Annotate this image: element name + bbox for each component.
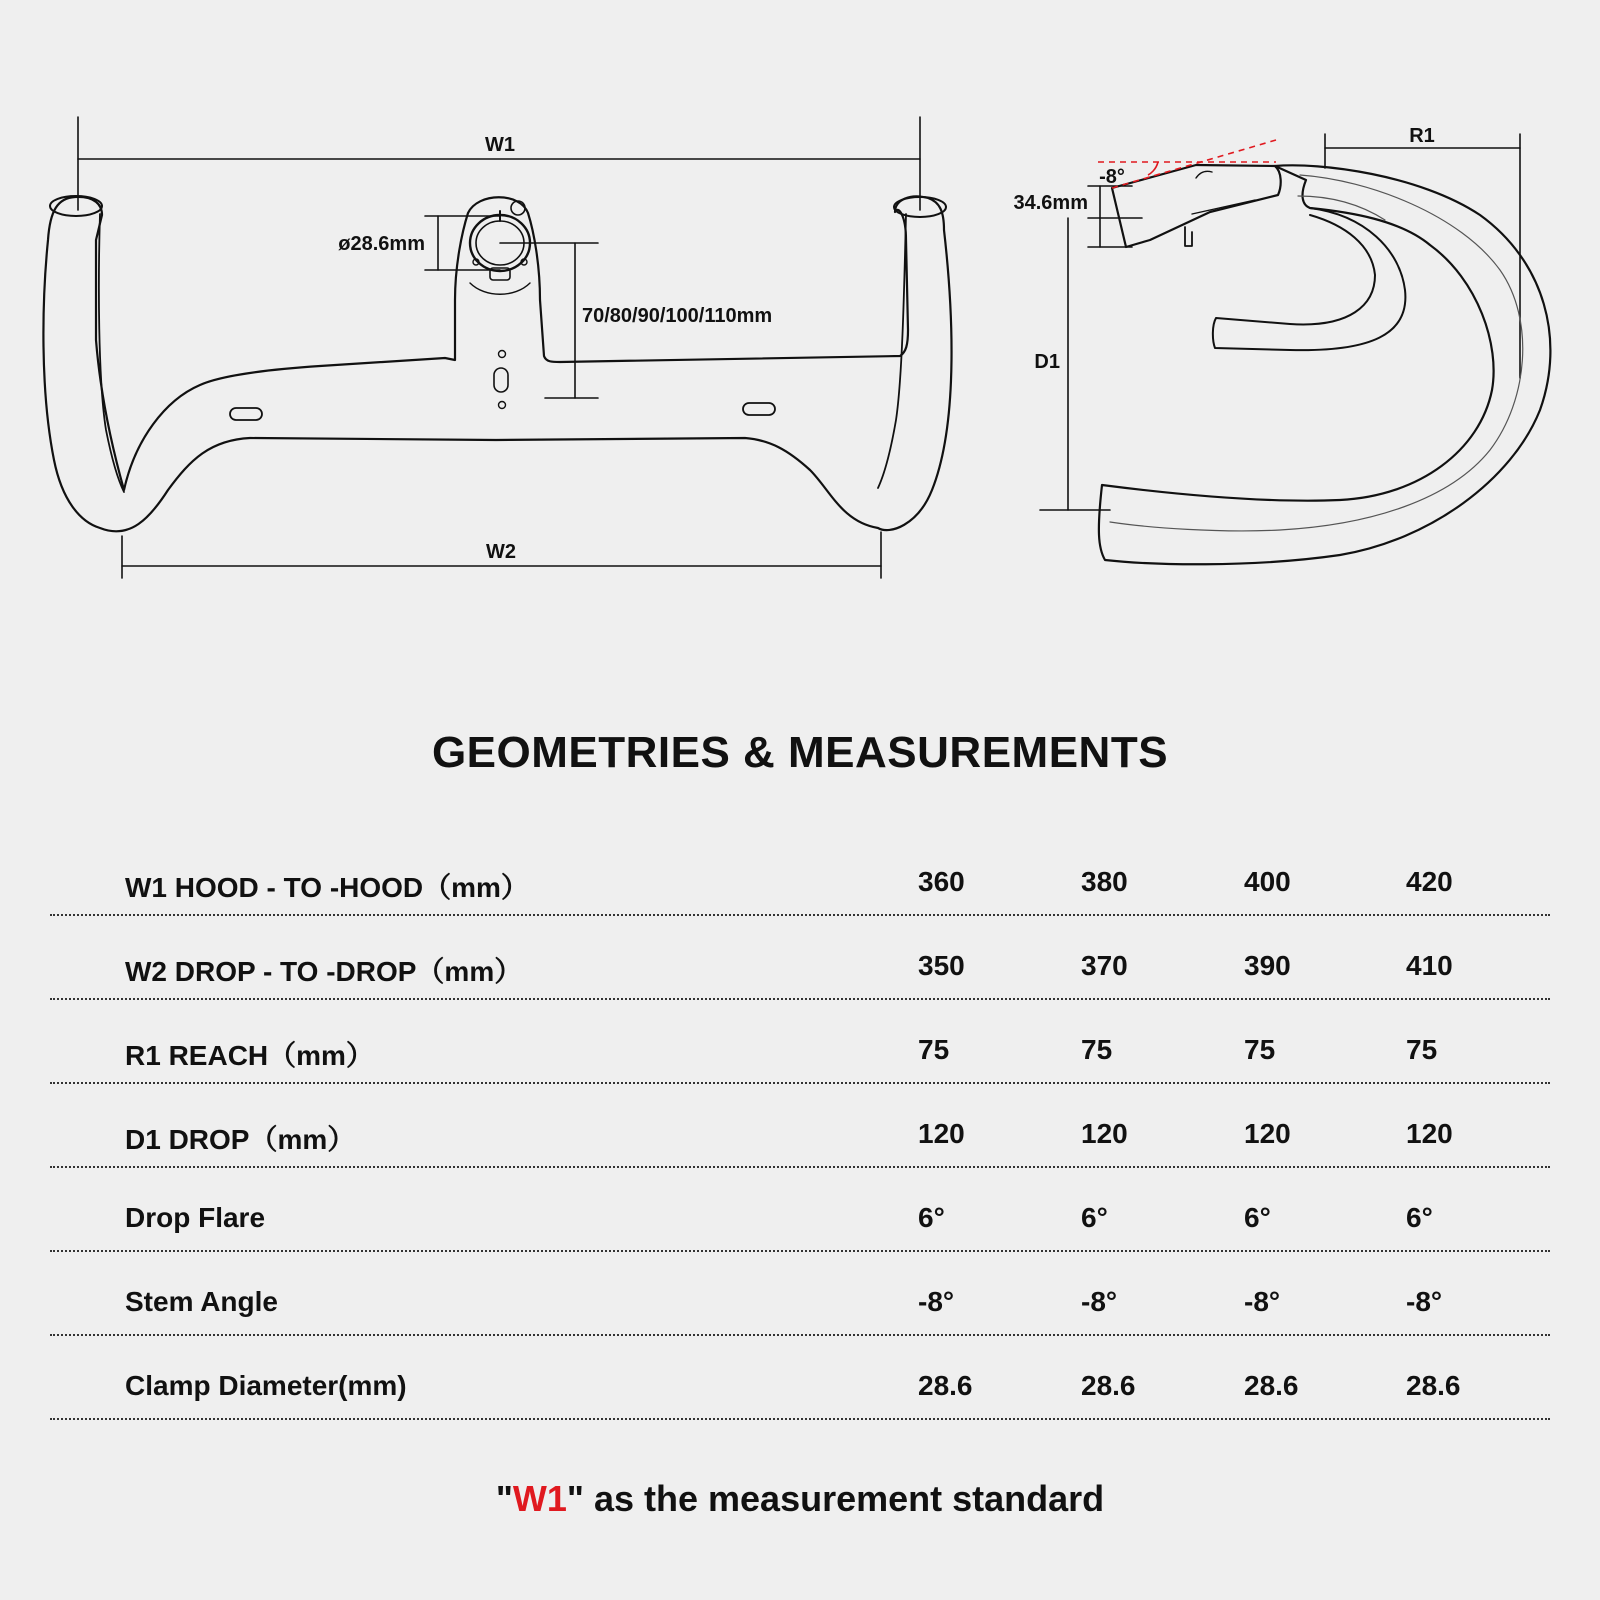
- table-row: [50, 916, 1550, 1000]
- value-cell: 420: [1406, 866, 1453, 897]
- value-cell: -8°: [1081, 1286, 1118, 1317]
- value-cell: 75: [1406, 1034, 1438, 1065]
- r1-dimension-label: R1: [1409, 125, 1435, 147]
- table-row: [50, 1336, 1550, 1420]
- value-cell: 6°: [1081, 1202, 1108, 1233]
- quote-close: ": [566, 1478, 584, 1519]
- value-cell: 120: [1244, 1118, 1291, 1149]
- row-label: R1 REACH（mm）: [125, 1040, 374, 1071]
- stem-length-label: 70/80/90/100/110mm: [582, 305, 773, 327]
- spec-table: [50, 832, 1550, 1420]
- table-row: [50, 1252, 1550, 1336]
- front-view: [43, 117, 951, 578]
- value-cell: 410: [1406, 950, 1453, 981]
- row-label: Drop Flare: [125, 1202, 266, 1233]
- value-cell: 28.6: [918, 1370, 973, 1401]
- page-title: GEOMETRIES & MEASUREMENTS: [431, 728, 1169, 777]
- value-cell: 350: [918, 950, 965, 981]
- value-cell: 390: [1244, 950, 1291, 981]
- quote-open: ": [495, 1478, 513, 1519]
- value-cell: 75: [1081, 1034, 1113, 1065]
- value-cell: 120: [918, 1118, 965, 1149]
- table-row: [50, 832, 1550, 916]
- bar-side-outline: [1099, 165, 1551, 564]
- value-cell: 75: [1244, 1034, 1276, 1065]
- row-label: D1 DROP（mm）: [125, 1124, 356, 1155]
- value-cell: -8°: [918, 1286, 955, 1317]
- stem-angle-label: -8°: [1099, 166, 1125, 188]
- value-cell: -8°: [1244, 1286, 1281, 1317]
- value-cell: 6°: [1244, 1202, 1271, 1233]
- value-cell: 28.6: [1244, 1370, 1299, 1401]
- row-label: W1 HOOD - TO -HOOD（mm）: [125, 872, 529, 903]
- value-cell: 360: [918, 866, 965, 897]
- value-cell: 28.6: [1081, 1370, 1136, 1401]
- stem-height-label: 34.6mm: [1013, 192, 1088, 214]
- w1-highlight: W1: [512, 1478, 567, 1519]
- row-label: W2 DROP - TO -DROP（mm）: [125, 956, 523, 987]
- value-cell: -8°: [1406, 1286, 1443, 1317]
- w2-dimension-label: W2: [486, 541, 516, 563]
- clamp-diameter-label: ø28.6mm: [338, 233, 425, 255]
- value-cell: 120: [1081, 1118, 1128, 1149]
- value-cell: 6°: [1406, 1202, 1433, 1233]
- w1-dimension-label: W1: [485, 134, 515, 156]
- note-text: as the measurement standard: [583, 1478, 1105, 1519]
- row-label: Stem Angle: [125, 1286, 278, 1317]
- side-view: [1040, 134, 1550, 564]
- measurement-standard-note: [0, 1478, 1600, 1520]
- value-cell: 370: [1081, 950, 1128, 981]
- row-label: Clamp Diameter(mm): [125, 1370, 407, 1401]
- value-cell: 28.6: [1406, 1370, 1461, 1401]
- table-row: [50, 1000, 1550, 1084]
- d1-dimension-label: D1: [1034, 351, 1060, 373]
- value-cell: 120: [1406, 1118, 1453, 1149]
- table-row: [50, 1168, 1550, 1252]
- value-cell: 380: [1081, 866, 1128, 897]
- value-cell: 75: [918, 1034, 950, 1065]
- handlebar-front-outline: [43, 196, 951, 531]
- value-cell: 400: [1244, 866, 1291, 897]
- table-row: [50, 1084, 1550, 1168]
- handlebar-diagram: [0, 0, 1600, 620]
- value-cell: 6°: [918, 1202, 945, 1233]
